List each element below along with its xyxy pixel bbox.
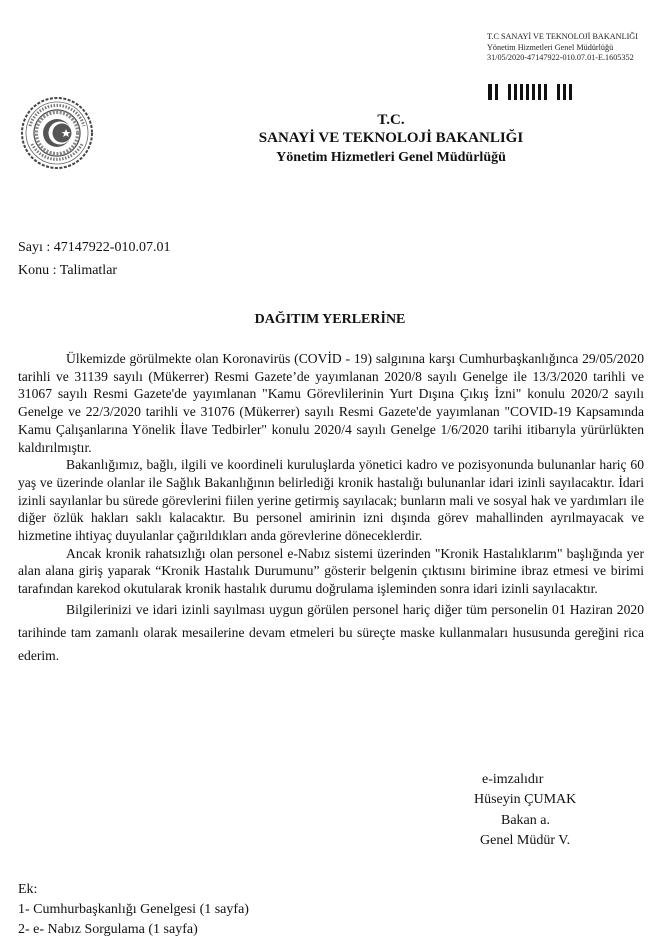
header-department-name: Yönetim Hizmetleri Genel Müdürlüğü <box>276 150 506 165</box>
signature-status: e-imzalıdır <box>482 772 544 787</box>
body-paragraph: Ülkemizde görülmekte olan Koronavirüs (COVİD - 19) salgınına karşı Cumhurbaşkanlığınca 29/05/2020 tarihli ve 31139 sayılı (Mükerrer) Resmi Gazete’de yayımlanan 2020/8 sayılı Genelge ile 13/3/2020 tarihli ve 31067 sayılı Resmi Gazete'de yayımlanan "Kamu Görevlilerinin Yurt Dışına Çıkış İzni" konulu 2020/2 sayılı Genelge ve 22/3/2020 tarihli ve 31076 (Mükerrer) sayılı Resmi Gazete'de yayımlanan "COVID-19 Kapsamında Kamu Çalışanlarına Yönelik İlave Tedbirler" konulu 2020/4 sayılı Genelge 1/6/2020 tarihi itibarıyla yürürlükten kaldırılmıştır. <box>18 351 644 455</box>
document-title: DAĞITIM YERLERİNE <box>254 312 406 327</box>
header-tc: T.C. <box>377 112 405 128</box>
document-number: Sayı : 47147922-010.07.01 <box>18 240 171 255</box>
reference-number: 31/05/2020-47147922-010.07.01-E.1605352 <box>487 53 634 62</box>
signer-capacity: Bakan a. <box>501 812 550 828</box>
document-body <box>18 350 644 667</box>
reference-ministry: T.C SANAYİ VE TEKNOLOJİ BAKANLIĞI <box>487 32 638 41</box>
body-paragraph: Bakanlığımız, bağlı, ilgili ve koordineli kuruluşlarda yönetici kadro ve pozisyonunda bulunanlar hariç 60 yaş ve üzerinde olanlar ile Sağlık Bakanlığının belirlediği kronik hastalığı bulunanlar idari izinli sayılacaktır. İdari izinli sayılanlar bu sürede görevlerini fiilen yerine getirmiş sayılacak; bunların mali ve sosyal hak ve yardımları ile diğer özlük hakları saklı kalacaktır. Bu personel amirinin izni dışında görev mahallinden ayrılmayacak ve hizmetine ihtiyaç duyulanlar çağırıldıkları anda görevlerine döneceklerdir. <box>18 457 644 544</box>
body-paragraph: Ancak kronik rahatsızlığı olan personel e-Nabız sistemi üzerinden "Kronik Hastalıklarım" başlığında yer alan alana giriş yaparak “Kronik Hastalık Durumunu” gösterir belgenin çıktısını birimine ibraz etmesi ve birimi tarafından karekod okutularak kronik hastalık durumu doğrulama işleminden sonra idari izinli sayılacaktır. <box>18 545 644 597</box>
signer-title: Genel Müdür V. <box>480 832 571 848</box>
attachment-item: 1- Cumhurbaşkanlığı Genelgesi (1 sayfa) <box>18 902 249 917</box>
body-paragraph: Bilgilerinizi ve idari izinli sayılması uygun görülen personel hariç diğer tüm personelin 01 Haziran 2020 tarihinde tam zamanlı olarak mesailerine devam etmeleri bu süreçte maske kullanmaları hususunda gereğini rica ederim. <box>18 601 644 663</box>
barcode <box>488 84 575 100</box>
document-reference-block <box>487 32 657 64</box>
signature-block <box>440 770 610 851</box>
attachments <box>18 880 249 940</box>
signer-name: Hüseyin ÇUMAK <box>474 792 577 808</box>
header-ministry-name: SANAYİ VE TEKNOLOJİ BAKANLIĞI <box>258 130 524 146</box>
attachment-item: 2- e- Nabız Sorgulama (1 sayfa) <box>18 922 198 937</box>
document-subject: Konu : Talimatlar <box>18 263 118 278</box>
attachments-label: Ek: <box>18 882 38 897</box>
reference-department: Yönetim Hizmetleri Genel Müdürlüğü <box>487 42 614 52</box>
